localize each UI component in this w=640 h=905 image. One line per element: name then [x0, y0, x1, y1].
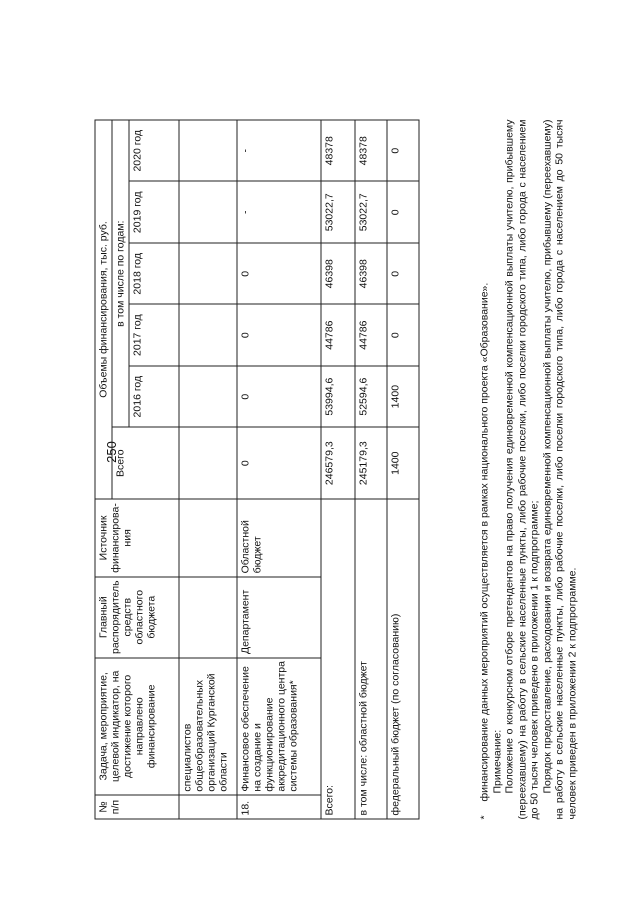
- summary-label: Всего:: [321, 499, 355, 819]
- summary-label: в том числе: областной бюджет: [355, 499, 387, 819]
- header-year: 2018 год: [129, 243, 179, 304]
- cell-2017: 44786: [321, 304, 355, 365]
- header-year: 2020 год: [129, 120, 179, 181]
- header-year: 2019 год: [129, 181, 179, 243]
- header-task: Задача, мероприятие, целевой индикатор, на достижение которого направлено финансирование: [95, 658, 179, 796]
- footnote-text: финансирование данных мероприятий осуществляется в рамках национального проекта «Образование».: [478, 282, 490, 802]
- cell-num: [179, 795, 237, 819]
- cell-2018: [179, 243, 237, 304]
- cell-total: 245179,3: [355, 427, 387, 499]
- note-paragraph-1: Положение о конкурсном отборе претендентов на право получения единовременной компенсационной выплаты учителю, прибывшему (переехавшему) на работу в сельские населенные пункты, либо рабочие поселки, либо поселки городского типа, либо города с населением до 50 тысяч человек приведено в приложении 1 к подпрограмме;: [503, 119, 540, 820]
- financing-table: [94, 120, 419, 820]
- cell-2020: 48378: [355, 120, 387, 181]
- header-administrator: Главный распорядитель средств областного бюджета: [95, 577, 179, 658]
- header-source: Источник финансирова-ния: [95, 499, 179, 577]
- summary-row-federal: [387, 120, 419, 819]
- header-num: № п/п: [95, 795, 179, 819]
- header-total: Всего: [112, 427, 179, 499]
- summary-row-total: [321, 120, 355, 819]
- cell-2019: -: [237, 181, 321, 243]
- cell-2016: 53994,6: [321, 366, 355, 428]
- cell-total: 0: [237, 427, 321, 499]
- cell-task: Финансовое обеспечение на создание и функционирование аккредитационного центра системы образования*: [237, 658, 321, 796]
- table-row: [179, 120, 237, 819]
- rotated-page-content: [90, 113, 590, 828]
- cell-2019: 0: [387, 181, 419, 243]
- cell-2018: 46398: [355, 243, 387, 304]
- cell-num: 18.: [237, 795, 321, 819]
- page-number: 250: [104, 441, 119, 463]
- header-row: [95, 120, 112, 819]
- summary-label: федеральный бюджет (по согласованию): [387, 499, 419, 819]
- cell-2017: 44786: [355, 304, 387, 365]
- header-year: 2016 год: [129, 366, 179, 428]
- cell-2020: -: [237, 120, 321, 181]
- header-year: 2017 год: [129, 304, 179, 365]
- cell-2018: 46398: [321, 243, 355, 304]
- cell-2017: [179, 304, 237, 365]
- cell-total: 1400: [387, 427, 419, 499]
- cell-2018: 0: [387, 243, 419, 304]
- cell-2016: 0: [237, 366, 321, 428]
- cell-2016: 1400: [387, 366, 419, 428]
- cell-admin: Департамент: [237, 577, 321, 658]
- footnote: [478, 120, 491, 820]
- table-row: [237, 120, 321, 819]
- notes: [478, 120, 578, 820]
- cell-2019: 53022,7: [355, 181, 387, 243]
- cell-task: специалистов общеобразовательных организаций Курганской области: [179, 658, 237, 796]
- cell-2019: 53022,7: [321, 181, 355, 243]
- cell-2020: 0: [387, 120, 419, 181]
- cell-source: Областной бюджет: [237, 499, 321, 577]
- cell-2016: 52594,6: [355, 366, 387, 428]
- footnote-mark: *: [478, 815, 490, 820]
- cell-total: [179, 427, 237, 499]
- cell-2016: [179, 366, 237, 428]
- cell-2018: 0: [237, 243, 321, 304]
- header-funding: Объемы финансирования, тыс. руб.: [95, 120, 112, 499]
- cell-2020: 48378: [321, 120, 355, 181]
- cell-total: 246579,3: [321, 427, 355, 499]
- cell-2017: 0: [387, 304, 419, 365]
- cell-admin: [179, 577, 237, 658]
- note-paragraph-2: Порядок предоставление, расходования и возврата единовременной компенсационной выплаты учителю, прибывшему (переехавшему) на работу в сельские населенные пункты, либо рабочие поселки, либо поселки городского типа, либо города с населением до 50 тысяч человек приведен в приложении 2 к подпрограмме.: [540, 119, 578, 820]
- cell-2017: 0: [237, 304, 321, 365]
- cell-2019: [179, 181, 237, 243]
- cell-2020: [179, 120, 237, 181]
- cell-source: [179, 499, 237, 577]
- header-by-years: в том числе по годам:: [112, 120, 129, 427]
- note-title: Примечание:: [490, 729, 503, 794]
- summary-row-regional: [355, 120, 387, 819]
